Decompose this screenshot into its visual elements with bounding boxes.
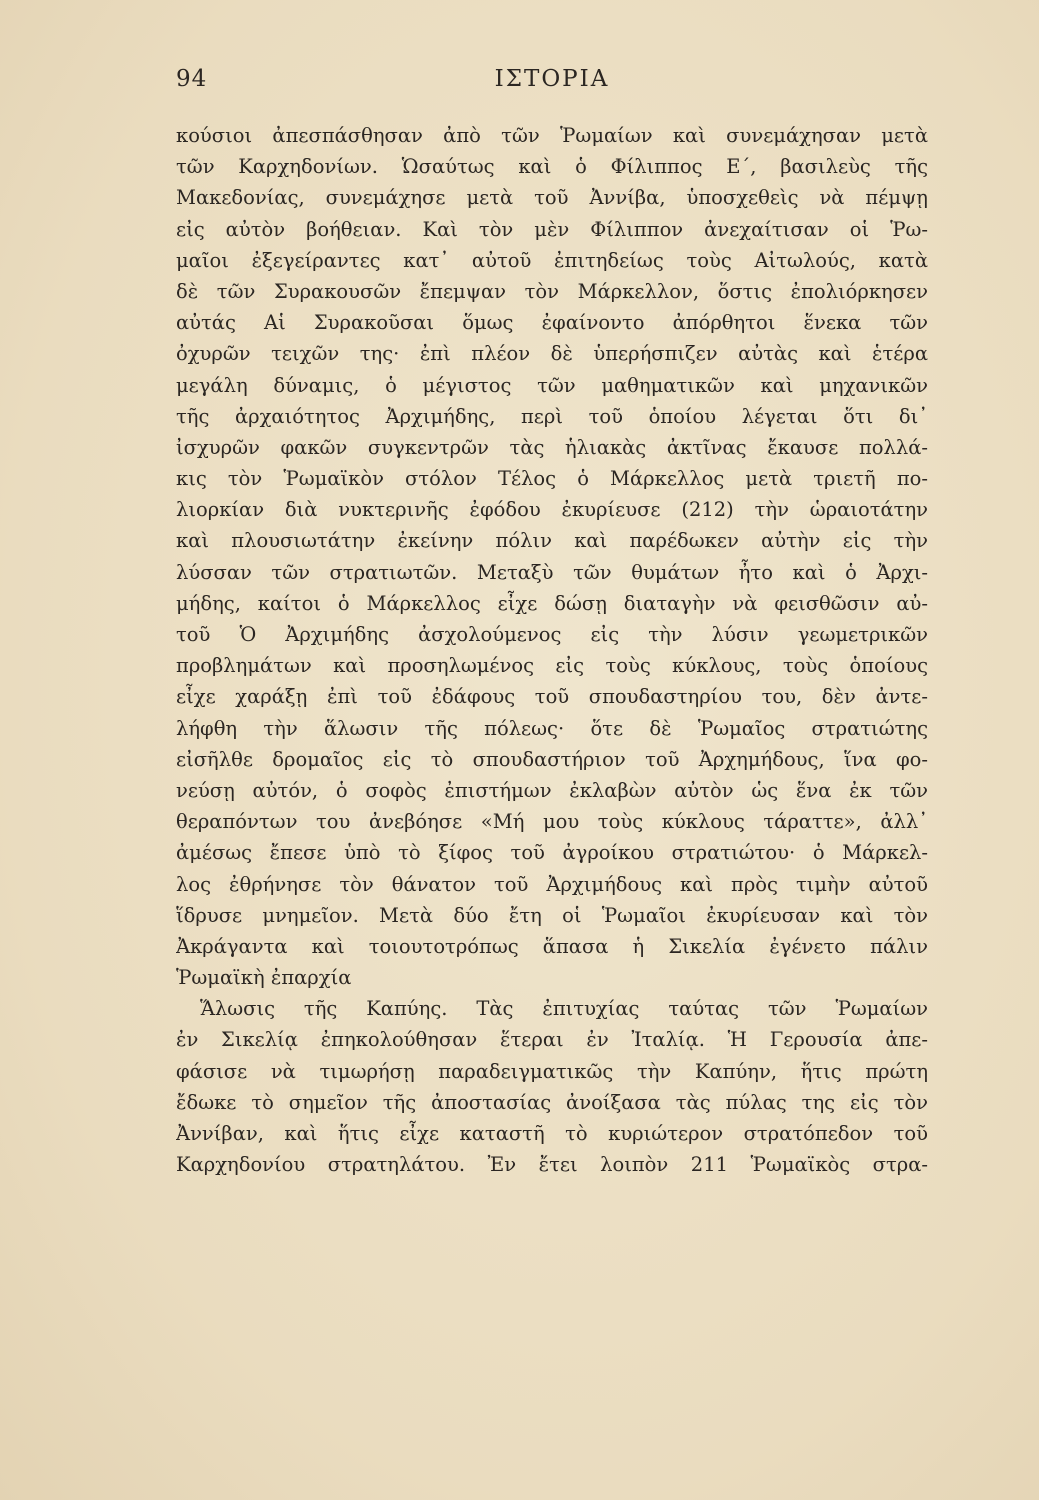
text-line: εἰς αὐτὸν βοήθειαν. Καὶ τὸν μὲν Φίλιππον ἀνεχαίτισαν οἱ Ῥω- — [176, 217, 928, 241]
text-line: θεραπόντων του ἀνεβόησε «Μή μου τοὺς κύκλους τάραττε», ἀλλ᾽ — [176, 810, 928, 834]
text-line: τοῦ Ὁ Ἀρχιμήδης ἀσχολούμενος εἰς τὴν λύσιν γεωμετρικῶν — [176, 623, 928, 646]
section-heading-line: Ἅλωσις τῆς Καπύης. Τὰς ἐπιτυχίας ταύτας τῶν Ῥωμαίων — [200, 997, 928, 1021]
text-line: ἀμέσως ἔπεσε ὑπὸ τὸ ξίφος τοῦ ἀγροίκου στρατιώτου· ὁ Μάρκελ- — [176, 841, 928, 865]
text-line: ἰσχυρῶν φακῶν συγκεντρῶν τὰς ἡλιακὰς ἀκτῖνας ἔκαυσε πολλά- — [176, 435, 928, 459]
text-line: κις τὸν Ῥωμαϊκὸν στόλον Τέλος ὁ Μάρκελλος μετὰ τριετῆ πο- — [176, 467, 928, 491]
text-line: λος ἐθρήνησε τὸν θάνατον τοῦ Ἀρχιμήδους καὶ πρὸς τιμὴν αὐτοῦ — [176, 872, 928, 896]
text-line: ἵδρυσε μνημεῖον. Μετὰ δύο ἔτη οἱ Ῥωμαῖοι ἐκυρίευσαν καὶ τὸν — [176, 903, 928, 927]
text-line: Καρχηδονίου στρατηλάτου. Ἐν ἔτει λοιπὸν 211 Ῥωμαϊκὸς στρα- — [176, 1153, 928, 1177]
body-text — [176, 120, 928, 1180]
text-line: καὶ πλουσιωτάτην ἐκείνην πόλιν καὶ παρέδωκεν αὐτὴν εἰς τὴν — [176, 529, 928, 553]
text-line: φάσισε νὰ τιμωρήσῃ παραδειγματικῶς τὴν Καπύην, ἥτις πρώτη — [176, 1059, 928, 1083]
text-line: ὀχυρῶν τειχῶν της· ἐπὶ πλέον δὲ ὑπερήσπιζεν αὐτὰς καὶ ἑτέρα — [176, 342, 928, 366]
page-number: 94 — [176, 66, 208, 92]
text-line: Ἀννίβαν, καὶ ἥτις εἶχε καταστῆ τὸ κυριώτερον στρατόπεδον τοῦ — [176, 1122, 928, 1145]
text-line: μεγάλη δύναμις, ὁ μέγιστος τῶν μαθηματικῶν καὶ μηχανικῶν — [176, 373, 928, 397]
text-line: ἐν Σικελίᾳ ἐπηκολούθησαν ἕτεραι ἐν Ἰταλίᾳ. Ἡ Γερουσία ἀπε- — [176, 1028, 928, 1052]
running-title: ΙΣΤΟΡΙΑ — [494, 66, 610, 92]
text-line: εἶχε χαράξῃ ἐπὶ τοῦ ἐδάφους τοῦ σπουδαστηρίου του, δὲν ἀντε- — [176, 685, 928, 709]
text-line: λύσσαν τῶν στρατιωτῶν. Μεταξὺ τῶν θυμάτων ἦτο καὶ ὁ Ἀρχι- — [176, 560, 928, 584]
text-line: κούσιοι ἀπεσπάσθησαν ἀπὸ τῶν Ῥωμαίων καὶ συνεμάχησαν μετὰ — [176, 124, 928, 147]
text-line: αὐτάς Αἱ Συρακοῦσαι ὅμως ἐφαίνοντο ἀπόρθητοι ἕνεκα τῶν — [176, 311, 928, 335]
page-header — [176, 66, 928, 100]
text-line: Ἀκράγαντα καὶ τοιουτοτρόπως ἅπασα ἡ Σικελία ἐγένετο πάλιν — [176, 934, 928, 958]
text-line: δὲ τῶν Συρακουσῶν ἔπεμψαν τὸν Μάρκελλον, ὅστις ἐπολιόρκησεν — [176, 279, 928, 303]
text-line: προβλημάτων καὶ προσηλωμένος εἰς τοὺς κύκλους, τοὺς ὁποίους — [176, 654, 928, 678]
text-line: μήδης, καίτοι ὁ Μάρκελλος εἶχε δώσῃ διαταγὴν νὰ φεισθῶσιν αὐ- — [176, 591, 928, 615]
text-line: μαῖοι ἐξεγείραντες κατ᾽ αὐτοῦ ἐπιτηδείως τοὺς Αἰτωλούς, κατὰ — [176, 248, 928, 272]
text-line: τῆς ἀρχαιότητος Ἀρχιμήδης, περὶ τοῦ ὁποίου λέγεται ὅτι δι᾽ — [176, 404, 928, 428]
text-line: ἔδωκε τὸ σημεῖον τῆς ἀποστασίας ἀνοίξασα τὰς πύλας της εἰς τὸν — [176, 1090, 928, 1114]
text-line: εἰσῆλθε δρομαῖος εἰς τὸ σπουδαστήριον τοῦ Ἀρχημήδους, ἵνα φο- — [176, 747, 928, 771]
text-line: λιορκίαν διὰ νυκτερινῆς ἐφόδου ἐκυρίευσε (212) τὴν ὡραιοτάτην — [176, 498, 928, 522]
text-line: Μακεδονίας, συνεμάχησε μετὰ τοῦ Ἀννίβα, ὑποσχεθεὶς νὰ πέμψῃ — [176, 186, 928, 210]
text-line: νεύσῃ αὐτόν, ὁ σοφὸς ἐπιστήμων ἐκλαβὼν αὐτὸν ὡς ἕνα ἐκ τῶν — [176, 778, 928, 802]
text-line: Ῥωμαϊκὴ ἐπαρχία — [176, 966, 352, 990]
text-line: λήφθη τὴν ἅλωσιν τῆς πόλεως· ὅτε δὲ Ῥωμαῖος στρατιώτης — [176, 716, 928, 740]
text-line: τῶν Καρχηδονίων. Ὡσαύτως καὶ ὁ Φίλιππος Ε΄, βασιλεὺς τῆς — [176, 155, 928, 179]
